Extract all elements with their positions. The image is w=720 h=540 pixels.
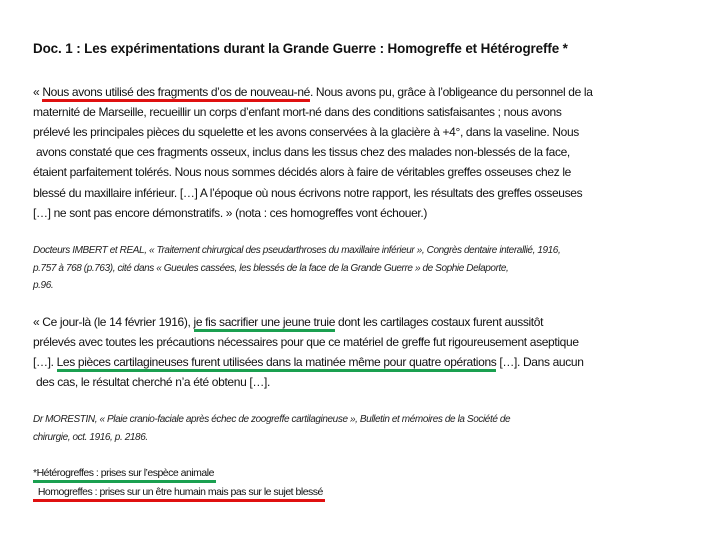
green-underlined-text: je fis sacrifier une jeune truie — [194, 315, 336, 332]
footnote-homogreffe: Homogreffes : prises sur un être humain mais pas sur le sujet blessé — [33, 485, 325, 502]
quote-2-line — [33, 354, 584, 370]
citation-line: chirurgie, oct. 1916, p. 2186. — [33, 432, 148, 443]
quote-1-line: étaient parfaitement tolérés. Nous nous sommes décidés alors à faire de véritables greffes osseuses chez le — [33, 165, 571, 179]
citation-line: p.96. — [33, 280, 54, 291]
quote-2-line: des cas, le résultat cherché n’a été obtenu […]. — [33, 375, 270, 389]
text: […]. Dans aucun — [496, 355, 584, 369]
citation-line: Docteurs IMBERT et REAL, « Traitement chirurgical des pseudarthroses du maxillaire inférieur », Congrès dentaire interallié, 1916, — [33, 245, 561, 256]
citation-line: p.757 à 768 (p.763), cité dans « Gueules cassées, les blessés de la face de la Grande Guerre » de Sophie Delaporte, — [33, 263, 509, 274]
text: dont les cartilages costaux furent aussitôt — [335, 315, 544, 329]
quote-1-line: avons constaté que ces fragments osseux, inclus dans les tissus chez des malades non-blessés de la face, — [33, 145, 570, 159]
red-underlined-text: Nous avons utilisé des fragments d’os de nouveau-né — [42, 85, 310, 102]
document-title: Doc. 1 : Les expérimentations durant la Grande Guerre : Homogreffe et Hétérogreffe * — [33, 41, 568, 56]
text: […]. — [33, 355, 57, 369]
quote-1-line: prélevé les principales pièces du squelette et les avons conservées à la glacière à +4°, dans la vaseline. Nous — [33, 125, 579, 139]
quote-2-line — [33, 314, 543, 330]
quote-1-line: […] ne sont pas encore démonstratifs. » (nota : ces homogreffes vont échouer.) — [33, 206, 428, 220]
quote-1-line — [33, 84, 593, 100]
citation-line: Dr MORESTIN, « Plaie cranio-faciale après échec de zoogreffe cartilagineuse », Bulletin et mémoires de la Société de — [33, 414, 511, 425]
quote-1-line: blessé du maxillaire inférieur. […] A l’époque où nous écrivons notre rapport, les résultats des greffes osseuses — [33, 186, 583, 200]
quote-2-line: prélevés avec toutes les précautions nécessaires pour que ce matériel de greffe fut rigoureusement aseptique — [33, 335, 579, 349]
text: « Ce jour-là (le 14 février 1916), — [33, 315, 194, 329]
green-underlined-text: Les pièces cartilagineuses furent utilisées dans la matinée même pour quatre opérations — [57, 355, 497, 372]
footnote-heterogreffe: *Hétérogreffes : prises sur l’espèce animale — [33, 466, 216, 483]
footnote-line — [33, 466, 216, 483]
text: « — [33, 85, 43, 99]
text: . Nous avons pu, grâce à l’obligeance du personnel de la — [309, 85, 593, 99]
quote-1-line: maternité de Marseille, recueillir un corps d’enfant mort-né dans des conditions satisfaisantes ; nous avons — [33, 105, 562, 119]
footnote-line — [33, 485, 325, 502]
